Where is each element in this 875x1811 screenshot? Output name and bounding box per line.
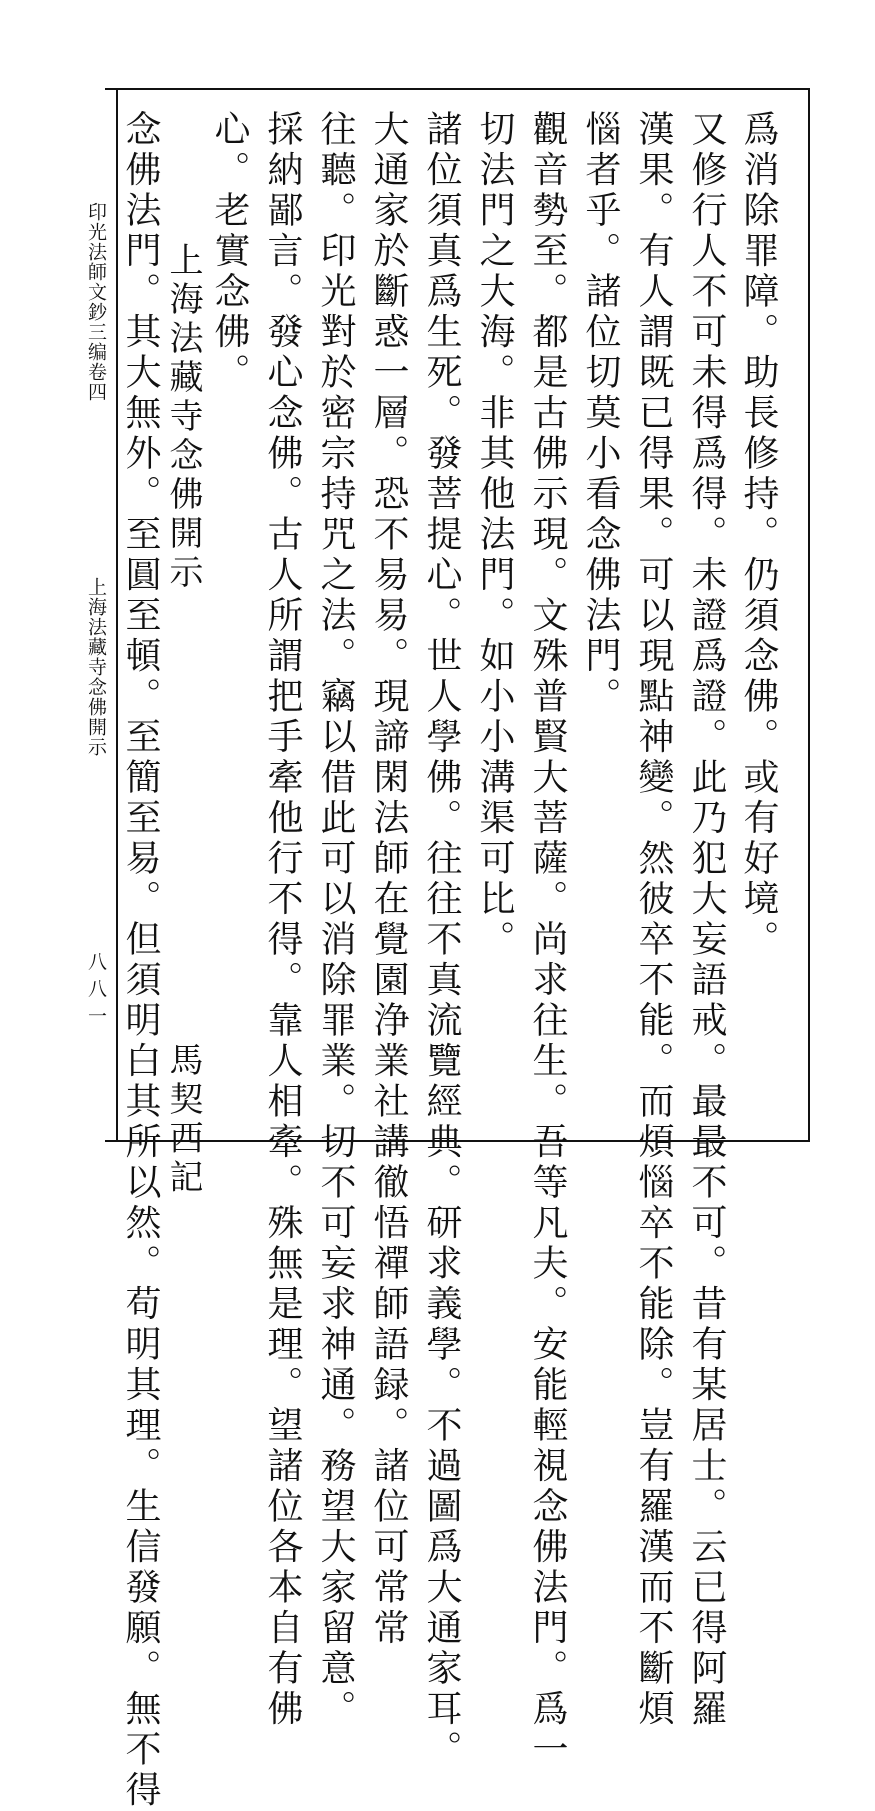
text-line-7: 諸位須真爲生死。發菩提心。世人學佛。往往不真流覽經典。研求義學。不過圖爲大通家耳。 [421,110,462,1771]
text-line-9: 往聽。印光對於密宗持咒之法。竊以借此可以消除罪業。切不可妄求神通。務望大家留意。 [315,110,356,1730]
text-line-5: 觀音勢至。都是古佛示現。文殊普賢大菩薩。尚求往生。吾等凡夫。安能輕視念佛法門。爲一 [527,110,568,1771]
text-line-3: 漢果。有人謂既已得果。可以現點神變。然彼卒不能。而煩惱卒不能除。豈有羅漢而不斷煩 [633,110,674,1730]
text-line-10: 採納鄙言。發心念佛。古人所謂把手牽他行不得。靠人相牽。殊無是理。望諸位各本自有佛 [262,110,303,1730]
frame-top-rule [105,88,810,90]
text-line-11: 心。老實念佛。 [209,110,250,394]
text-line-1: 爲消除罪障。助長修持。仍須念佛。或有好境。 [738,110,779,961]
text-line-last: 念佛法門。其大無外。至圓至頓。至簡至易。但須明白其所以然。苟明其理。生信發願。無不得 [120,110,161,1811]
talk-title: 上海法藏寺念佛開示 [163,242,203,593]
text-line-2: 又修行人不可未得爲得。未證爲證。此乃犯大妄語戒。最最不可。昔有某居士。云已得阿羅 [686,110,727,1730]
frame-right-rule [808,90,810,1140]
page-number: 八八一 [85,952,107,1033]
text-line-6: 切法門之大海。非其他法門。如小小溝渠可比。 [474,110,515,961]
text-line-4: 惱者乎。諸位切莫小看念佛法門。 [580,110,621,718]
margin-header [86,122,112,1142]
recorder-credit: 馬契西記 [163,1042,203,1198]
text-body [118,92,808,1811]
text-line-8: 大通家於斷惑一層。恐不易易。現諦閑法師在覺園浄業社講徹悟禪師語録。諸位可常常 [368,110,409,1649]
section-title: 上海法藏寺念佛開示 [85,577,107,757]
book-title: 印光法師文鈔三编卷四 [85,202,107,402]
